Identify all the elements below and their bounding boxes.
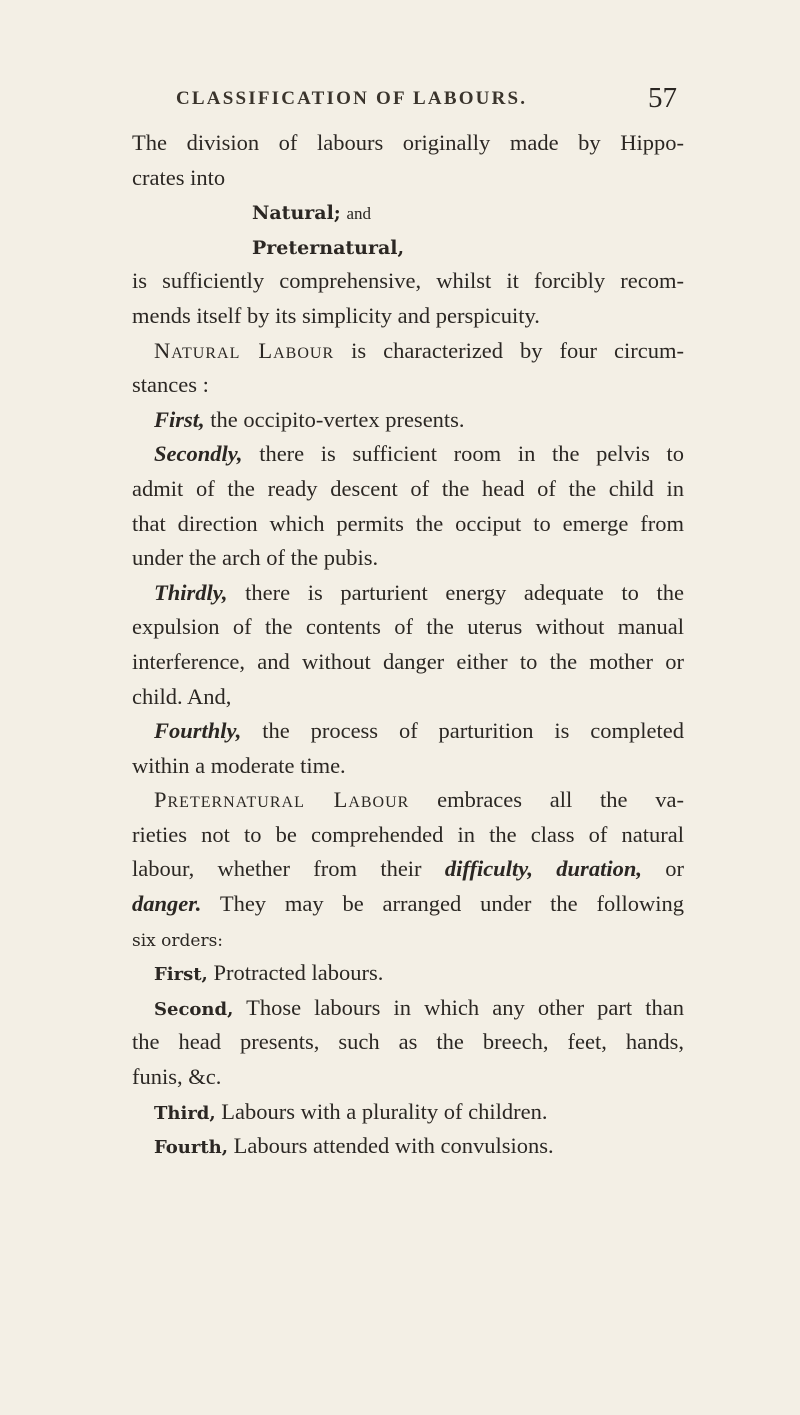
text-line — [132, 645, 684, 680]
text-line — [132, 299, 684, 334]
six-orders: six orders: — [132, 930, 224, 951]
text-segment: stances : — [132, 372, 209, 398]
text-segment: the process of parturition is completed — [262, 718, 685, 744]
text-segment: is sufficiently comprehensive, whilst it forcibly recom- — [132, 268, 684, 294]
text-segment: funis, &c. — [132, 1064, 222, 1090]
text-segment: mends itself by its simplicity and perspicuity. — [132, 302, 540, 328]
text-line — [132, 507, 684, 542]
natural-labour-term: Natural Labour — [154, 337, 335, 363]
text-segment: under the arch of the pubis. — [132, 545, 379, 571]
text-segment: labour, whether from their — [132, 856, 422, 882]
text-line — [132, 818, 684, 853]
text-line — [132, 541, 684, 576]
preternatural-labour-term: Preternatural Labour — [154, 787, 410, 813]
text-segment: or — [665, 856, 685, 882]
text-line — [132, 783, 684, 818]
body-text — [132, 126, 684, 1164]
text-segment: there is sufficient room in the pelvis to — [259, 441, 685, 467]
text-segment: crates into — [132, 164, 226, 190]
page-number: 57 — [648, 82, 677, 114]
thirdly-term: Thirdly, — [154, 579, 228, 605]
preternatural-heading: Preternatural, — [252, 236, 405, 259]
order-label-second: Second, — [154, 998, 234, 1020]
order-first — [132, 956, 684, 991]
heading-preternatural — [132, 230, 684, 265]
secondly-term: Secondly, — [154, 441, 243, 467]
text-segment: there is parturient energy adequate to the — [245, 579, 684, 605]
text-segment: expulsion of the contents of the uterus without manual — [132, 614, 684, 640]
text-segment: They may be arranged under the following — [219, 891, 684, 917]
duration-term: duration, — [556, 856, 642, 882]
first-term: First, — [154, 406, 205, 432]
text-line — [132, 576, 684, 611]
order-text-first: Protracted labours. — [213, 960, 384, 986]
text-line — [132, 714, 684, 749]
text-line — [132, 437, 684, 472]
text-line — [132, 1025, 684, 1060]
order-second — [132, 991, 684, 1026]
text-line — [132, 1060, 684, 1095]
text-line — [132, 403, 684, 438]
text-line — [132, 264, 684, 299]
order-text-third: Labours with a plurality of children. — [221, 1098, 548, 1124]
text-line — [132, 852, 684, 887]
text-line — [132, 680, 684, 715]
order-third — [132, 1095, 684, 1130]
text-segment: rieties not to be comprehended in the class of natural — [132, 821, 684, 847]
heading-natural — [132, 195, 684, 230]
text-segment: within a moderate time. — [132, 752, 346, 778]
and-word: and — [346, 204, 371, 224]
text-line — [132, 749, 684, 784]
text-segment: is characterized by four circum- — [351, 337, 684, 363]
text-line — [132, 610, 684, 645]
text-segment: The division of labours originally made by Hippo- — [132, 130, 684, 155]
order-text-fourth: Labours attended with convulsions. — [233, 1133, 554, 1159]
text-segment: child. And, — [132, 683, 232, 709]
order-label-third: Third, — [154, 1102, 216, 1124]
text-line — [132, 472, 684, 507]
natural-heading: Natural; — [252, 202, 341, 225]
text-line — [132, 368, 684, 403]
danger-term: danger. — [132, 891, 202, 917]
difficulty-term: difficulty, — [444, 856, 533, 882]
text-line — [132, 126, 684, 161]
fourthly-term: Fourthly, — [154, 718, 242, 744]
text-line — [132, 922, 684, 957]
running-head — [0, 82, 800, 122]
running-title: CLASSIFICATION OF LABOURS. — [176, 88, 528, 109]
text-segment: the head presents, such as the breech, feet, hands, — [132, 1029, 684, 1055]
text-line — [132, 161, 684, 196]
text-segment: the occipito-vertex presents. — [210, 406, 465, 432]
order-text-second: Those labours in which any other part than — [246, 994, 685, 1020]
text-segment: embraces all the va- — [437, 787, 684, 813]
text-segment: admit of the ready descent of the head of the child in — [132, 475, 684, 501]
order-label-first: First, — [154, 964, 208, 986]
text-segment: interference, and without danger either to the mother or — [132, 648, 684, 674]
text-segment: that direction which permits the occiput to emerge from — [132, 510, 684, 536]
text-line — [132, 887, 684, 922]
order-fourth — [132, 1129, 684, 1164]
text-line — [132, 334, 684, 369]
order-label-fourth: Fourth, — [154, 1137, 229, 1159]
